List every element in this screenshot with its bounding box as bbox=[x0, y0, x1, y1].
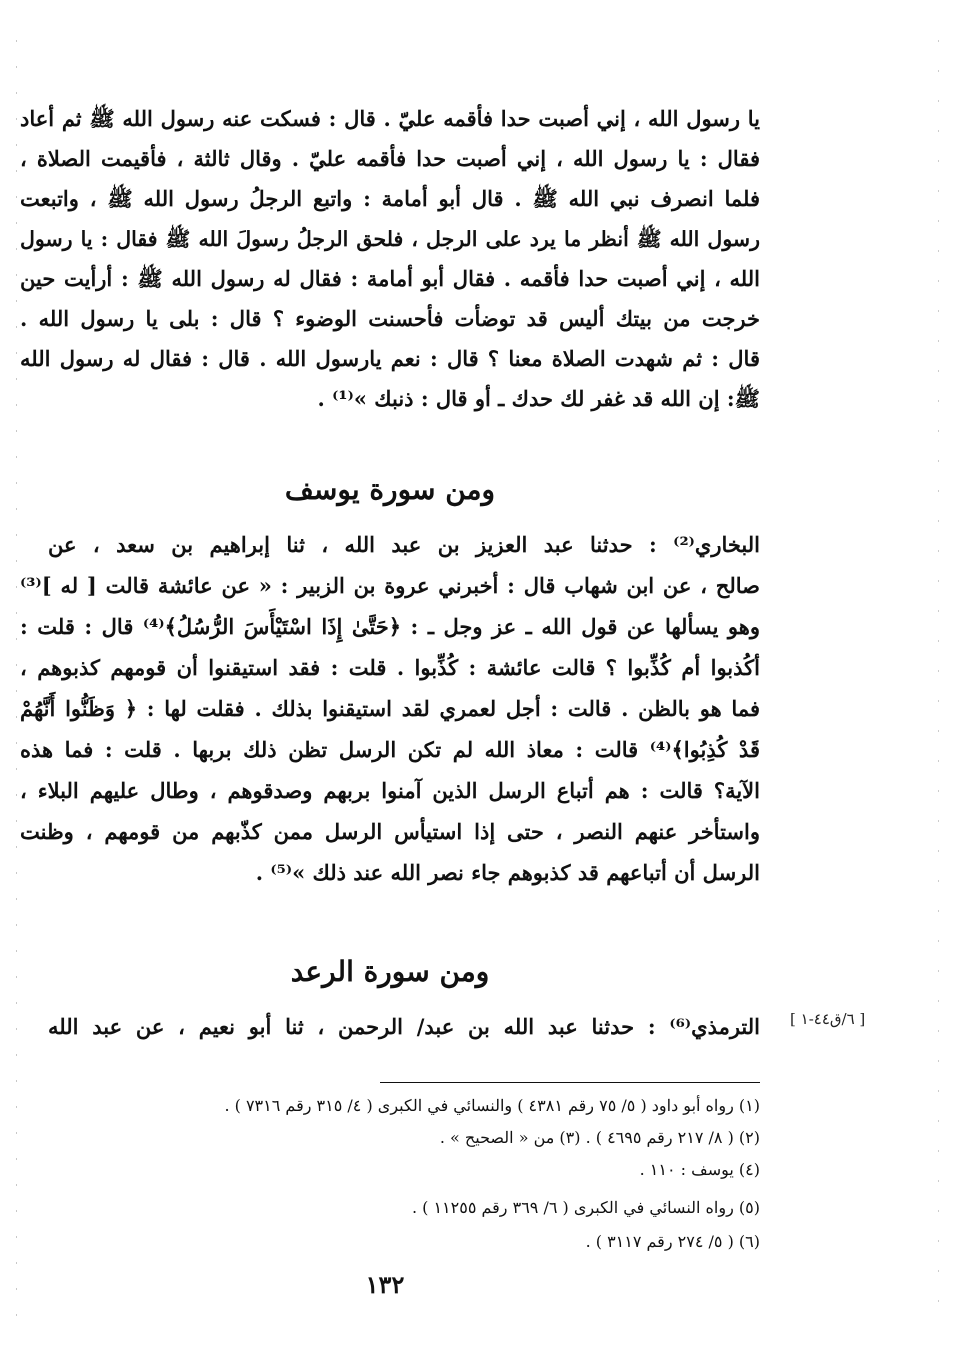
paragraph-line: قَدْ كُذِبُوا﴾⁽⁴⁾ قالت : معاذ الله لم تكن الرسل تظن ذلك بربها . قلت : فما هذه bbox=[20, 737, 760, 762]
paragraph-line: ﷺ: إن الله قد غفر لك حدك ـ أو قال : ذنبك »⁽¹⁾ . bbox=[317, 386, 760, 411]
paragraph-line: واستأخر عنهم النصر ، حتى إذا استيأس الرسل ممن كذّبهم من قومهم ، وظنت bbox=[20, 819, 760, 844]
paragraph-line: فلما انصرف نبي الله ﷺ . قال أبو أمامة : واتبع الرجلُ رسول الله ﷺ ، واتبعت bbox=[20, 186, 760, 211]
paragraph-line: الله ، إني أصبت حدا فأقمه . فقال أبو أمامة : فقال له رسول الله ﷺ : أرأيت حين bbox=[20, 266, 760, 291]
paragraph-line: فقال : يا رسول الله ، إني أصبت حدا فأقمه عليّ . وقال ثالثة ، فأقيمت الصلاة ، bbox=[20, 146, 760, 171]
section-heading-yusuf: ومن سورة يوسف bbox=[284, 473, 496, 506]
paragraph-line: أكُذبوا أم كُذِّبوا ؟ قالت عائشة : كُذِّبوا . قلت : فقد استيقنوا أن قومهم كذبوهم ، bbox=[20, 655, 760, 680]
hadith-continuation-paragraph bbox=[20, 100, 760, 420]
scan-edge-mark-right bbox=[938, 40, 939, 1330]
paragraph-line: الرسل أن أتباعهم قد كذبوهم جاء نصر الله عند ذلك »⁽⁵⁾ . bbox=[255, 860, 760, 885]
footnote: (١) رواه أبو داود ( ٥/ ٧٥ رقم ٤٣٨١ ) والنسائي في الكبرى ( ٤/ ٣١٥ رقم ٧٣١٦ ) . bbox=[224, 1096, 760, 1115]
bukhari-hadith-paragraph bbox=[20, 526, 760, 896]
tirmidhi-hadith-paragraph bbox=[20, 1008, 760, 1048]
footnote: (٤) يوسف : ١١٠ . bbox=[639, 1160, 760, 1179]
footnote: (٦) ( ٥/ ٢٧٤ رقم ٣١١٧ ) . bbox=[585, 1232, 760, 1251]
paragraph-line: الآية؟ قالت : هم أتباع الرسل الذين آمنوا بربهم وصدقوهم ، وطال عليهم البلاء ، bbox=[20, 778, 760, 803]
footnote: (٢) ( ٨/ ٢١٧ رقم ٤٦٩٥ ) . (٣) من « الصحيح » . bbox=[439, 1128, 760, 1147]
paragraph-line: وهو يسألها عن قول الله ـ عز وجل ـ : ﴿حَتَّىٰ إِذَا اسْتَيْأَسَ الرُّسُلُ﴾⁽⁴⁾ قال : قلت : bbox=[20, 614, 760, 639]
paragraph-line: يا رسول الله ، إني أصبت حدا فأقمه عليّ . قال : فسكت عنه رسول الله ﷺ ثم أعاد bbox=[20, 106, 760, 131]
manuscript-folio-reference: [ ٦/ق٤٤-١ ] bbox=[790, 1010, 866, 1028]
paragraph-line: رسول الله ﷺ أنظر ما يرد على الرجل ، فلحق الرجلُ رسولَ الله ﷺ فقال : يا رسول bbox=[20, 227, 760, 251]
paragraph-line: فما هو بالظن . قالت : أجل لعمري لقد استيقنوا بذلك . فقلت لها : ﴿ وَظَنُّوا أَنَّهُمْ bbox=[20, 696, 760, 721]
paragraph-line: قال : ثم شهدت الصلاة معنا ؟ قال : نعم يارسول الله . قال : فقال له رسول الله bbox=[20, 346, 760, 371]
paragraph-line: صالح ، عن ابن شهاب قال : أخبرني عروة بن الزبير : « عن عائشة قالت [ له ]⁽³⁾ bbox=[20, 573, 760, 598]
footnote-separator bbox=[380, 1082, 760, 1083]
section-heading-raad: ومن سورة الرعد bbox=[290, 955, 490, 988]
footnote: (٥) رواه النسائي في الكبرى ( ٦/ ٣٦٩ رقم ١١٢٥٥ ) . bbox=[411, 1198, 760, 1217]
scan-edge-mark-left bbox=[16, 40, 17, 1330]
paragraph-line: البخاري⁽²⁾ : حدثنا عبد العزيز بن عبد الله ، ثنا إبراهيم بن سعد ، عن bbox=[48, 532, 760, 557]
paragraph-line: الترمذي⁽⁶⁾ : حدثنا عبد الله بن عبد/ الرحمن ، ثنا أبو نعيم ، عن عبد الله bbox=[48, 1014, 760, 1039]
page-number: ١٣٢ bbox=[365, 1270, 405, 1299]
paragraph-line: خرجت من بيتك أليس قد توضأت فأحسنت الوضوء ؟ قال : بلى يا رسول الله . bbox=[20, 306, 760, 331]
